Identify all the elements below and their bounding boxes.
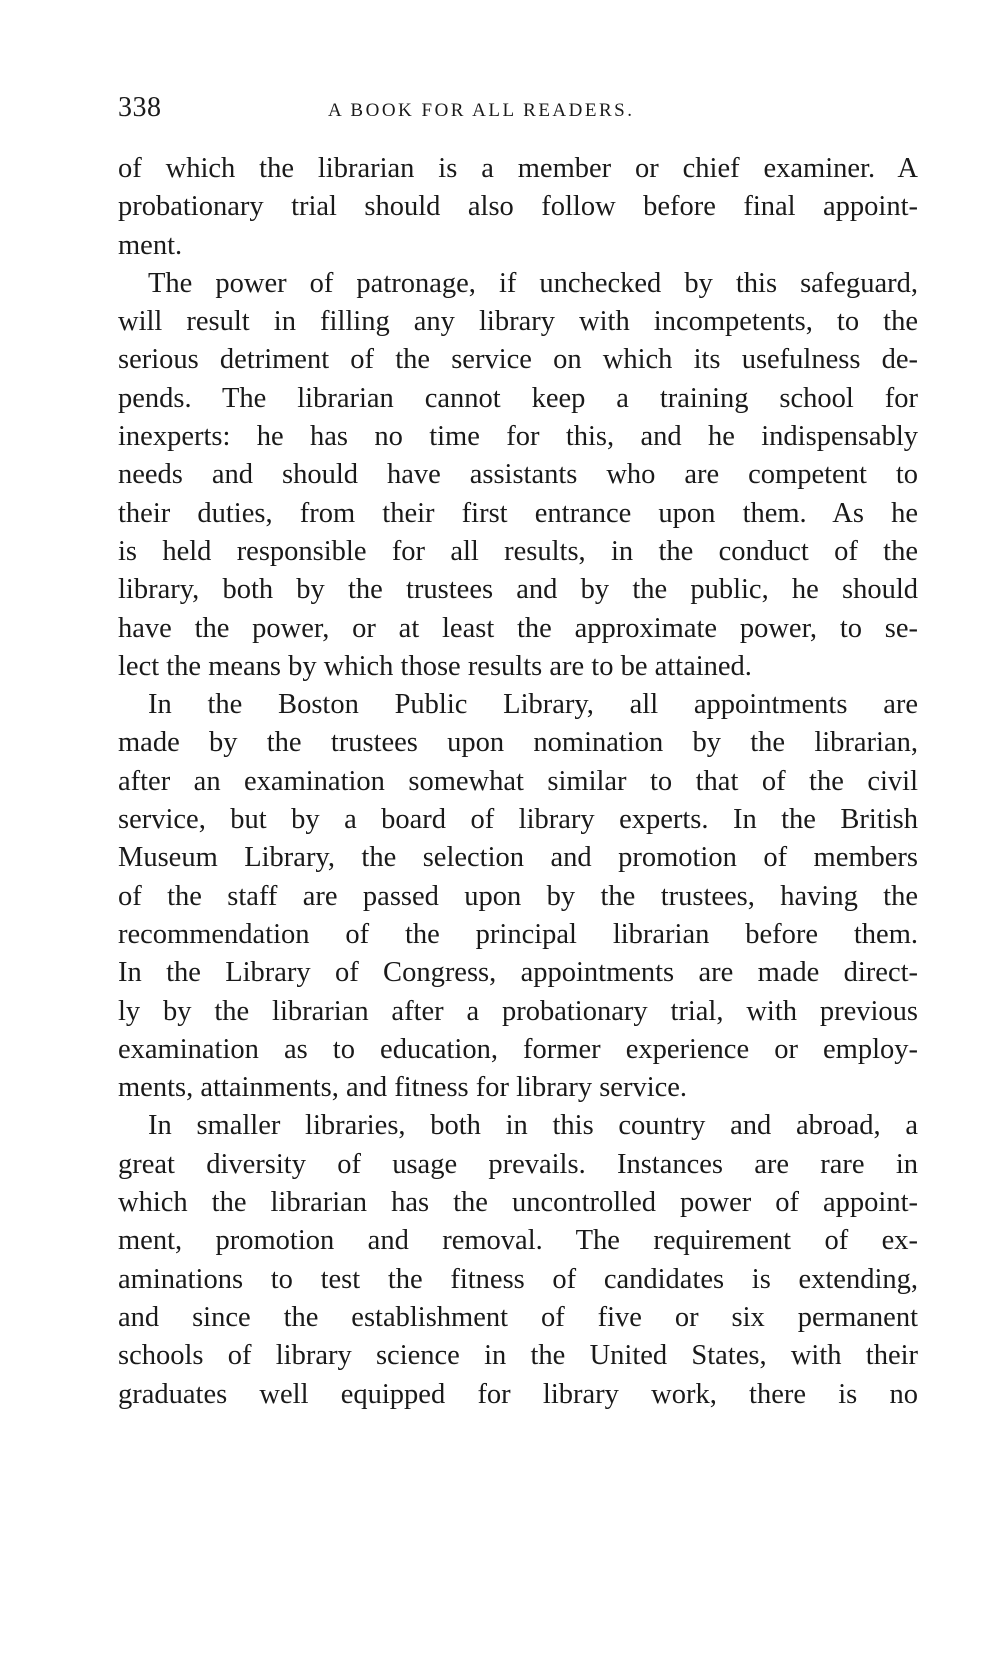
text-line: great diversity of usage prevails. Instances are rare in: [118, 1148, 918, 1180]
running-head: A BOOK FOR ALL READERS.: [328, 100, 635, 121]
paragraph: [118, 1107, 918, 1413]
text-line: In the Boston Public Library, all appointments are: [148, 689, 918, 721]
text-line: of which the librarian is a member or chief examiner. A: [118, 153, 918, 184]
text-line: which the librarian has the uncontrolled power of appoint-: [118, 1187, 918, 1219]
text-line: service, but by a board of library experts. In the British: [118, 804, 918, 836]
text-line: and since the establishment of five or six permanent: [118, 1301, 918, 1333]
text-line: serious detriment of the service on which its usefulness de-: [118, 344, 918, 376]
text-line: Museum Library, the selection and promotion of members: [118, 842, 918, 874]
text-line: In smaller libraries, both in this country and abroad, a: [148, 1110, 918, 1142]
text-line: probationary trial should also follow before final appoint-: [118, 191, 918, 223]
paragraph: [118, 686, 918, 1107]
text-line: ly by the librarian after a probationary trial, with previous: [118, 995, 918, 1027]
text-line: needs and should have assistants who are competent to: [118, 459, 918, 491]
text-line: have the power, or at least the approximate power, to se-: [118, 612, 918, 644]
text-line: ment.: [118, 229, 183, 261]
text-line: their duties, from their first entrance upon them. As he: [118, 497, 918, 529]
paragraph: [118, 150, 918, 265]
text-line: recommendation of the principal librarian before them.: [118, 918, 918, 950]
text-line: ment, promotion and removal. The requirement of ex-: [118, 1225, 918, 1257]
text-line: ments, attainments, and fitness for library service.: [118, 1072, 688, 1104]
text-line: schools of library science in the United States, with their: [118, 1340, 918, 1372]
page-number: 338: [118, 92, 162, 123]
text-line: examination as to education, former experience or employ-: [118, 1033, 918, 1065]
text-line: made by the trustees upon nomination by the librarian,: [118, 727, 918, 759]
text-line: lect the means by which those results are to be attained.: [118, 650, 752, 682]
text-line: after an examination somewhat similar to that of the civil: [118, 765, 918, 797]
text-line: library, both by the trustees and by the public, he should: [118, 574, 918, 606]
text-line: The power of patronage, if unchecked by this safeguard,: [148, 267, 918, 299]
text-line: aminations to test the fitness of candidates is extending,: [118, 1263, 918, 1295]
text-line: pends. The librarian cannot keep a training school for: [118, 382, 918, 414]
text-line: of the staff are passed upon by the trustees, having the: [118, 880, 918, 912]
text-line: inexperts: he has no time for this, and he indispensably: [118, 421, 918, 453]
text-line: is held responsible for all results, in the conduct of the: [118, 535, 918, 567]
text-line: will result in filling any library with incompetents, to the: [118, 306, 918, 338]
page-header: [118, 92, 918, 132]
text-line: In the Library of Congress, appointments are made direct-: [118, 957, 918, 989]
body-text: [118, 150, 918, 1414]
paragraph: [118, 265, 918, 686]
text-line: graduates well equipped for library work, there is no: [118, 1378, 918, 1410]
